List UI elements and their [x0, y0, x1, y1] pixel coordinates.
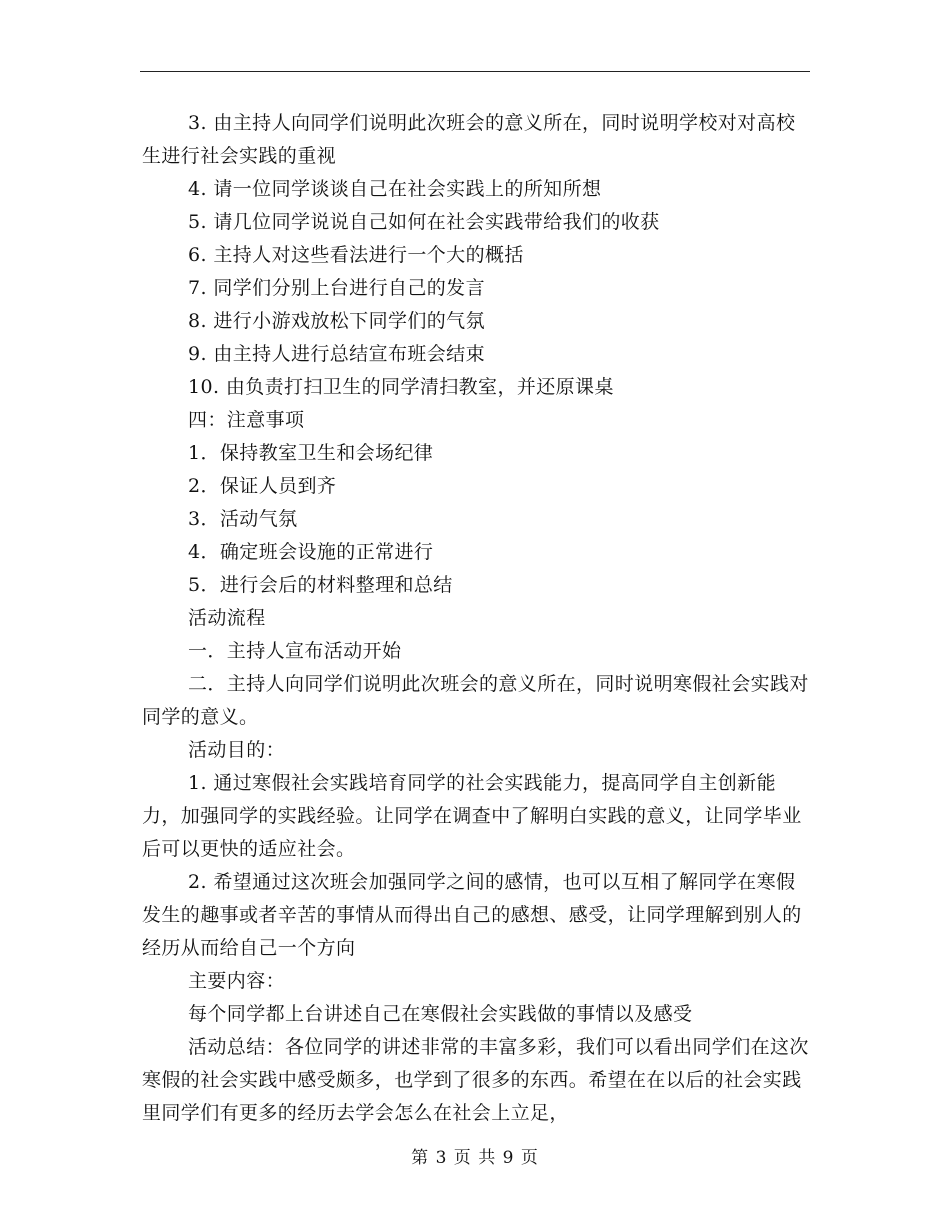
- paragraph: 2. 希望通过这次班会加强同学之间的感情，也可以互相了解同学在寒假发生的趣事或者辛苦的事情从而得出自己的感想、感受，让同学理解到别人的经历从而给自己一个方向: [142, 871, 802, 959]
- header-rule: [140, 71, 810, 72]
- paragraph: 活动总结：各位同学的讲述非常的丰富多彩，我们可以看出同学们在这次寒假的社会实践中感受颇多，也学到了很多的东西。希望在在以后的社会实践里同学们有更多的经历去学会怎么在社会上立足，: [142, 1036, 809, 1124]
- paragraph: 2．保证人员到齐: [188, 475, 337, 497]
- paragraph: 6. 主持人对这些看法进行一个大的概括: [188, 244, 524, 266]
- paragraph: 4. 请一位同学谈谈自己在社会实践上的所知所想: [188, 178, 602, 200]
- paragraph: 4．确定班会设施的正常进行: [188, 541, 434, 563]
- section-heading: 活动目的：: [188, 739, 286, 761]
- paragraph: 一．主持人宣布活动开始: [188, 640, 402, 662]
- paragraph: 5. 请几位同学说说自己如何在社会实践带给我们的收获: [188, 211, 660, 233]
- paragraph: 5．进行会后的材料整理和总结: [188, 574, 453, 596]
- paragraph: 7. 同学们分别上台进行自己的发言: [188, 277, 485, 299]
- paragraph: 每个同学都上台讲述自己在寒假社会实践做的事情以及感受: [188, 1003, 693, 1025]
- paragraph: 3．活动气氛: [188, 508, 298, 530]
- document-body: [142, 107, 810, 1130]
- paragraph: 10. 由负责打扫卫生的同学清扫教室，并还原课桌: [188, 376, 614, 398]
- paragraph: 1. 通过寒假社会实践培育同学的社会实践能力，提高同学自主创新能力，加强同学的实践经验。让同学在调查中了解明白实践的意义，让同学毕业后可以更快的适应社会。: [142, 772, 802, 860]
- section-heading: 主要内容：: [188, 970, 286, 992]
- paragraph: 8. 进行小游戏放松下同学们的气氛: [188, 310, 485, 332]
- section-heading: 活动流程: [188, 607, 266, 629]
- paragraph: 9. 由主持人进行总结宣布班会结束: [188, 343, 485, 365]
- section-heading: 四：注意事项: [188, 409, 305, 431]
- page-number: 第 3 页 共 9 页: [411, 1148, 539, 1168]
- paragraph: 3. 由主持人向同学们说明此次班会的意义所在，同时说明学校对对高校生进行社会实践的重视: [142, 112, 796, 167]
- paragraph: 二．主持人向同学们说明此次班会的意义所在，同时说明寒假社会实践对同学的意义。: [142, 673, 809, 728]
- paragraph: 1．保持教室卫生和会场纪律: [188, 442, 434, 464]
